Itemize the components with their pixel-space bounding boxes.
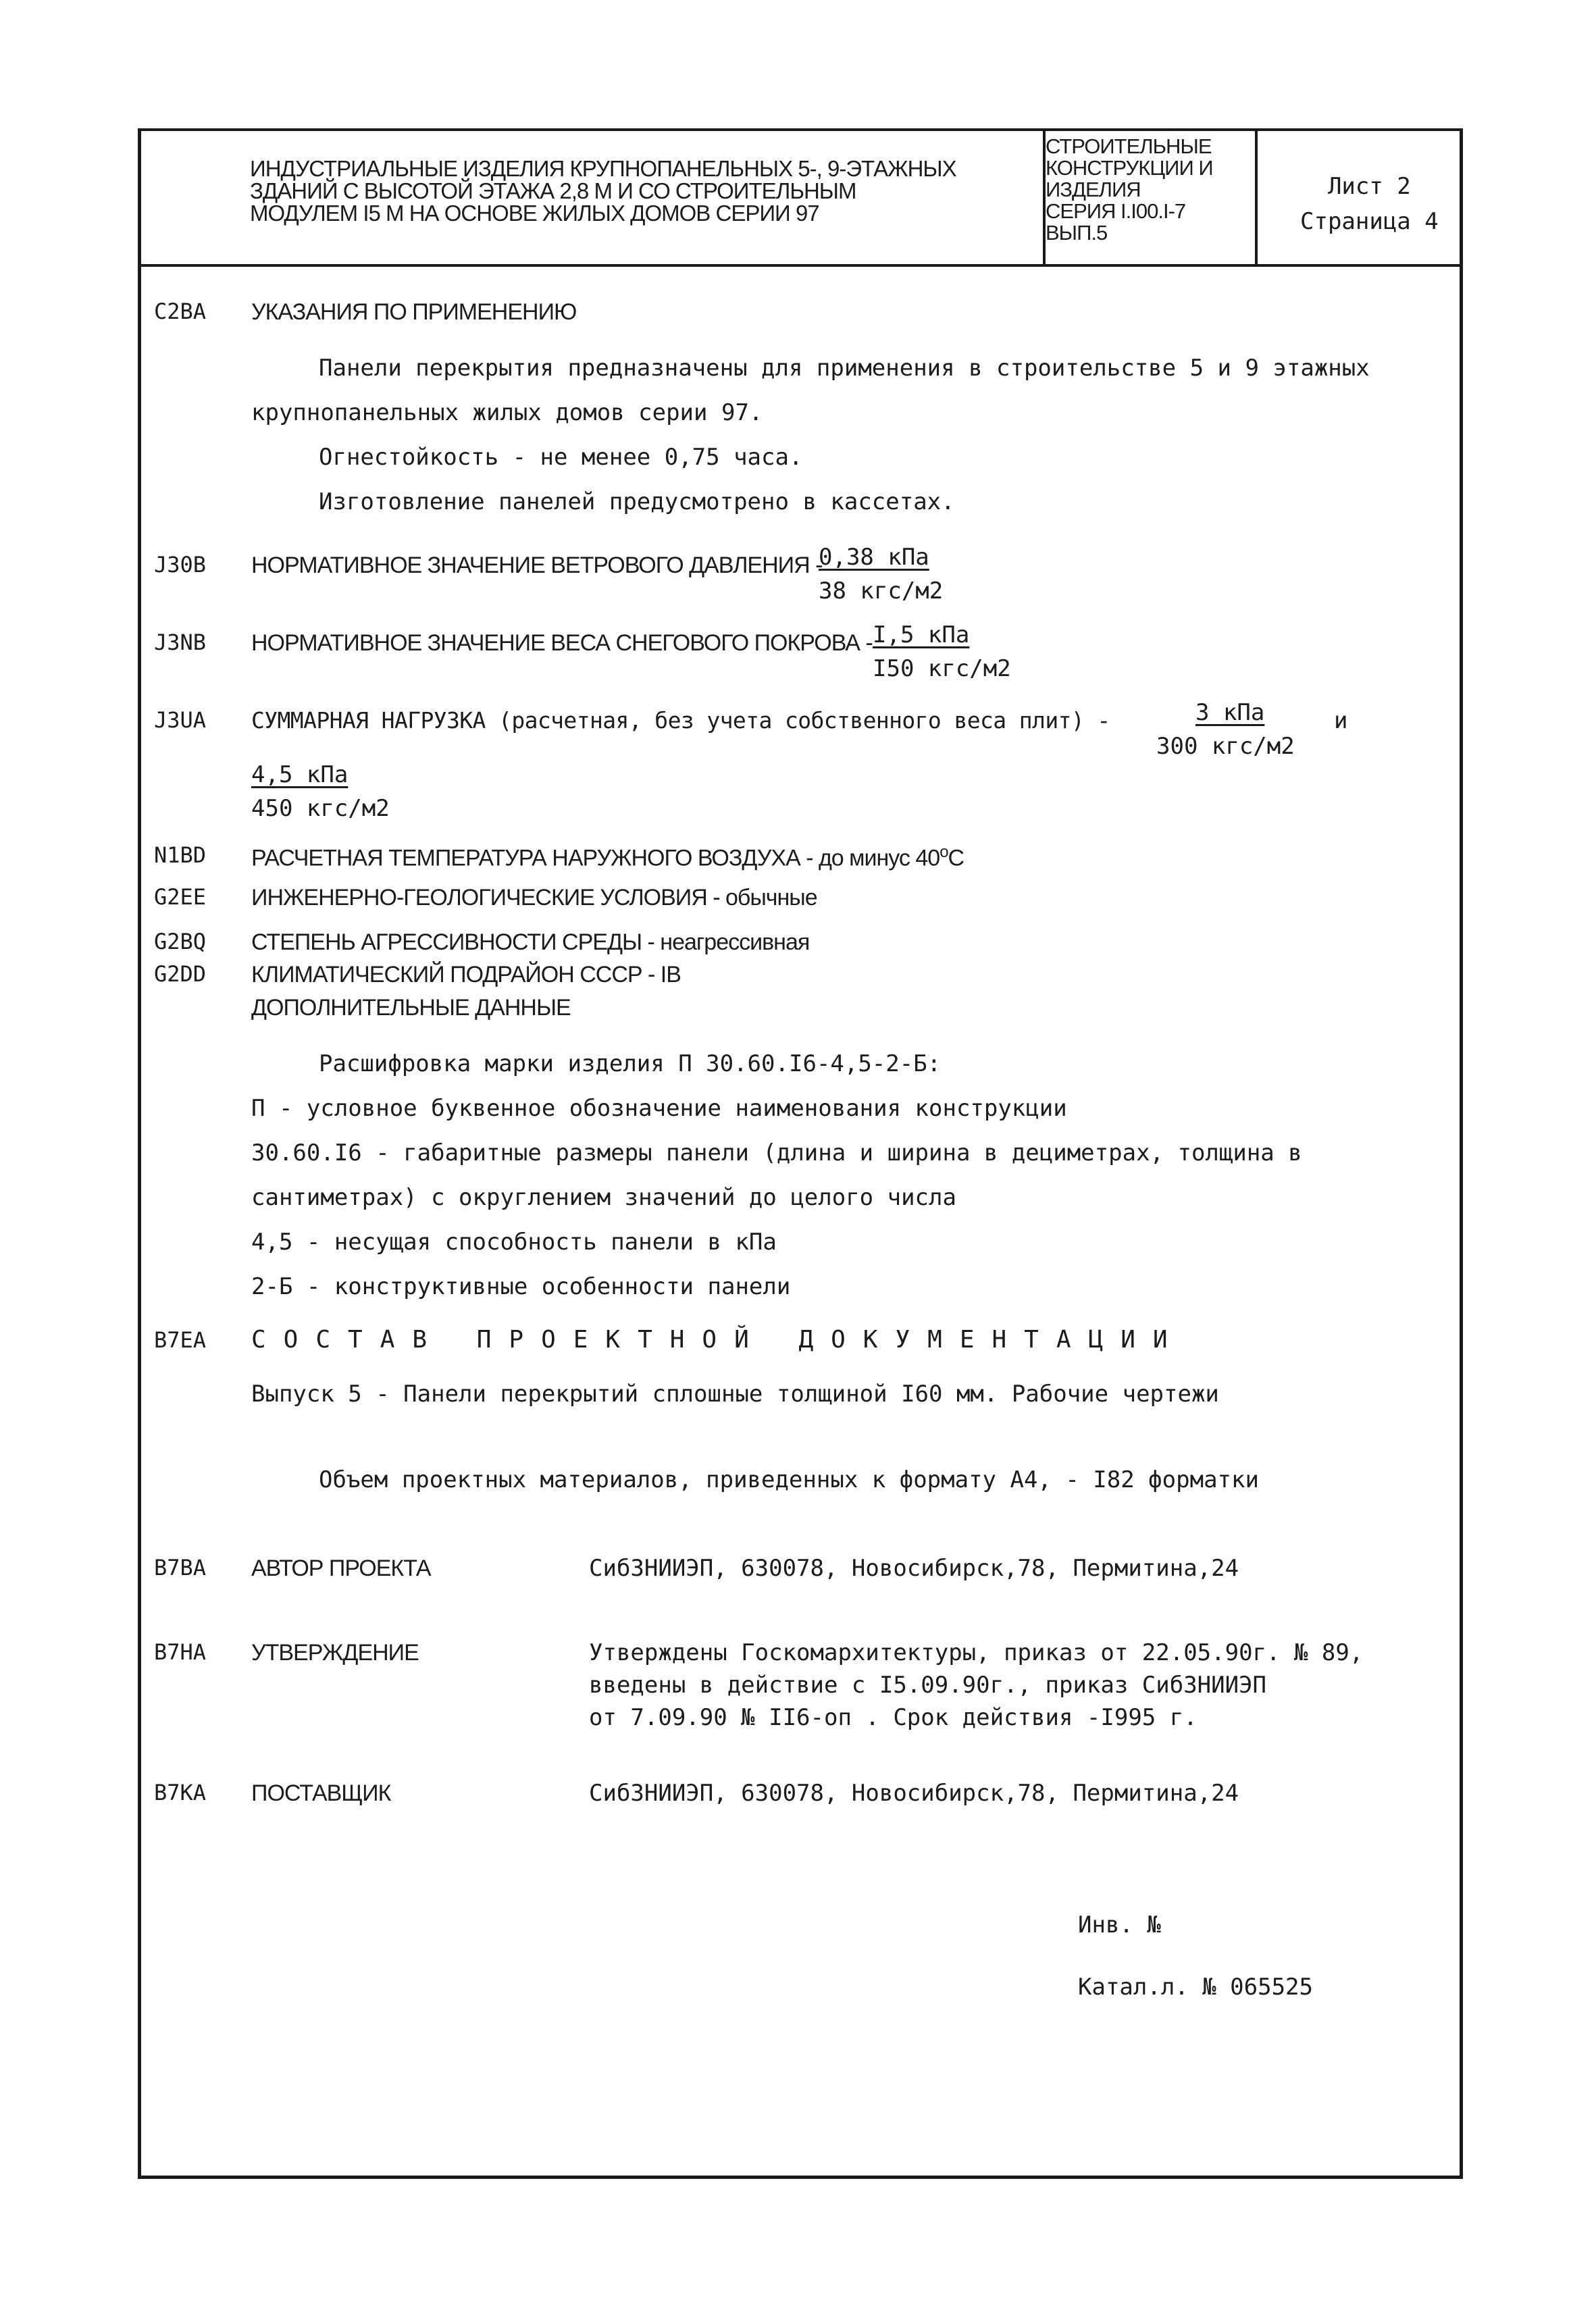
wind-pressure-label: НОРМАТИВНОЕ ЗНАЧЕНИЕ ВЕТРОВОГО ДАВЛЕНИЯ - <box>251 552 823 578</box>
approval-line: введены в действие с I5.09.90г., приказ СибЗНИИЭП <box>589 1672 1267 1699</box>
inventory-number: Инв. № <box>1078 1911 1161 1938</box>
paragraph-line: 4,5 - несущая способность панели в кПа <box>251 1229 777 1256</box>
sheet-number: Лист 2 <box>1327 173 1411 200</box>
temperature-label: РАСЧЕТНАЯ ТЕМПЕРАТУРА НАРУЖНОГО ВОЗДУХА - до минус 40 <box>251 845 940 871</box>
approval-label: УТВЕРЖДЕНИЕ <box>251 1640 419 1666</box>
temperature-line <box>251 844 964 869</box>
section-code: B7BA <box>154 1555 207 1580</box>
supplier-value: СибЗНИИЭП, 630078, Новосибирск,78, Пермитина,24 <box>589 1780 1239 1807</box>
author-value: СибЗНИИЭП, 630078, Новосибирск,78, Пермитина,24 <box>589 1555 1239 1582</box>
paragraph-line: Изготовление панелей предусмотрено в кассетах. <box>319 488 955 515</box>
fraction-numerator: 0,38 кПа <box>819 544 929 571</box>
approval-line: от 7.09.90 № II6-оп . Срок действия -I995 г. <box>589 1704 1198 1731</box>
section-code: G2EE <box>154 884 207 910</box>
fraction-numerator: I,5 кПа <box>873 621 970 648</box>
climate-label: КЛИМАТИЧЕСКИЙ ПОДРАЙОН СССР - IВ <box>251 962 681 987</box>
document-title <box>250 157 956 224</box>
paragraph-line: П - условное буквенное обозначение наименования конструкции <box>251 1095 1067 1122</box>
fraction-denominator: 38 кгс/м2 <box>819 577 944 605</box>
fraction-denominator: 450 кгс/м2 <box>251 795 390 822</box>
header-divider <box>141 264 1460 267</box>
fraction-denominator: I50 кгс/м2 <box>873 655 1011 682</box>
paragraph-line: Выпуск 5 - Панели перекрытий сплошные толщиной I60 мм. Рабочие чертежи <box>251 1381 1219 1408</box>
degree-sign: о <box>939 843 948 861</box>
section-code: B7HA <box>154 1639 207 1665</box>
header-column-divider <box>1255 131 1258 264</box>
section-code: B7EA <box>154 1327 207 1353</box>
paragraph-line: 2-Б - конструктивные особенности панели <box>251 1273 791 1300</box>
series-line: ИЗДЕЛИЯ <box>1046 178 1141 201</box>
author-label: АВТОР ПРОЕКТА <box>251 1555 431 1581</box>
fraction-numerator: 4,5 кПа <box>251 761 349 788</box>
title-line: ЗДАНИЙ С ВЫСОТОЙ ЭТАЖА 2,8 М И СО СТРОИТЕЛЬНЫМ <box>250 178 856 203</box>
total-load-label: СУММАРНАЯ НАГРУЗКА (расчетная, без учета собственного веса плит) - <box>251 707 1110 734</box>
section-code: J3NB <box>154 629 207 655</box>
sheet-info <box>1300 169 1439 239</box>
snow-load-value <box>873 618 1011 686</box>
supplier-label: ПОСТАВЩИК <box>251 1780 391 1806</box>
catalog-number: Катал.л. № 065525 <box>1078 1974 1313 2001</box>
section-code: C2BA <box>154 299 207 324</box>
fraction-denominator: 300 кгс/м2 <box>1156 733 1295 760</box>
section-code: G2DD <box>154 961 207 987</box>
title-line: МОДУЛЕМ I5 М НА ОСНОВЕ ЖИЛЫХ ДОМОВ СЕРИИ 97 <box>250 201 819 226</box>
section-code: B7KA <box>154 1780 207 1805</box>
section-heading: ДОПОЛНИТЕЛЬНЫЕ ДАННЫЕ <box>251 995 571 1021</box>
paragraph-line: Огнестойкость - не менее 0,75 часа. <box>319 444 803 471</box>
title-line: ИНДУСТРИАЛЬНЫЕ ИЗДЕЛИЯ КРУПНОПАНЕЛЬНЫХ 5-, 9-ЭТАЖНЫХ <box>250 156 956 181</box>
series-line: СТРОИТЕЛЬНЫЕ <box>1046 134 1212 158</box>
paragraph-line: Расшифровка марки изделия П 30.60.I6-4,5-2-Б: <box>319 1050 942 1077</box>
wind-pressure-value <box>819 540 943 608</box>
series-line: СЕРИЯ I.I00.I-7 <box>1046 199 1186 223</box>
total-load-value-2 <box>251 758 390 825</box>
approval-line: Утверждены Госкомархитектуры, приказ от 22.05.90г. № 89, <box>589 1639 1364 1666</box>
section-code: J3UA <box>154 707 207 733</box>
aggressiveness-label: СТЕПЕНЬ АГРЕССИВНОСТИ СРЕДЫ - неагрессивная <box>251 929 810 955</box>
fraction-numerator: 3 кПа <box>1195 699 1265 726</box>
paragraph-line: Объем проектных материалов, приведенных к формату А4, - I82 форматки <box>319 1466 1259 1493</box>
paragraph-line: 30.60.I6 - габаритные размеры панели (длина и ширина в дециметрах, толщина в <box>251 1139 1302 1166</box>
paragraph-line: крупнопанельных жилых домов серии 97. <box>251 399 763 426</box>
series-block <box>1046 136 1213 244</box>
total-load-value-1 <box>1156 696 1295 763</box>
geology-label: ИНЖЕНЕРНО-ГЕОЛОГИЧЕСКИЕ УСЛОВИЯ - обычные <box>251 885 817 910</box>
section-code: N1BD <box>154 842 207 868</box>
series-line: КОНСТРУКЦИИ И <box>1046 156 1213 180</box>
series-line: ВЫП.5 <box>1046 221 1108 245</box>
section-heading: УКАЗАНИЯ ПО ПРИМЕНЕНИЮ <box>251 299 577 325</box>
section-code: G2BQ <box>154 929 207 954</box>
temperature-unit: С <box>948 845 964 871</box>
paragraph-line: Панели перекрытия предназначены для применения в строительстве 5 и 9 этажных <box>319 355 1370 382</box>
section-heading: СОСТАВ ПРОЕКТНОЙ ДОКУМЕНТАЦИИ <box>251 1326 1185 1354</box>
snow-load-label: НОРМАТИВНОЕ ЗНАЧЕНИЕ ВЕСА СНЕГОВОГО ПОКРОВА - <box>251 630 873 656</box>
paragraph-line: сантиметрах) с округлением значений до целого числа <box>251 1184 956 1211</box>
section-code: J30B <box>154 552 207 577</box>
page-number: Страница 4 <box>1300 208 1439 235</box>
conjunction: и <box>1334 707 1348 734</box>
